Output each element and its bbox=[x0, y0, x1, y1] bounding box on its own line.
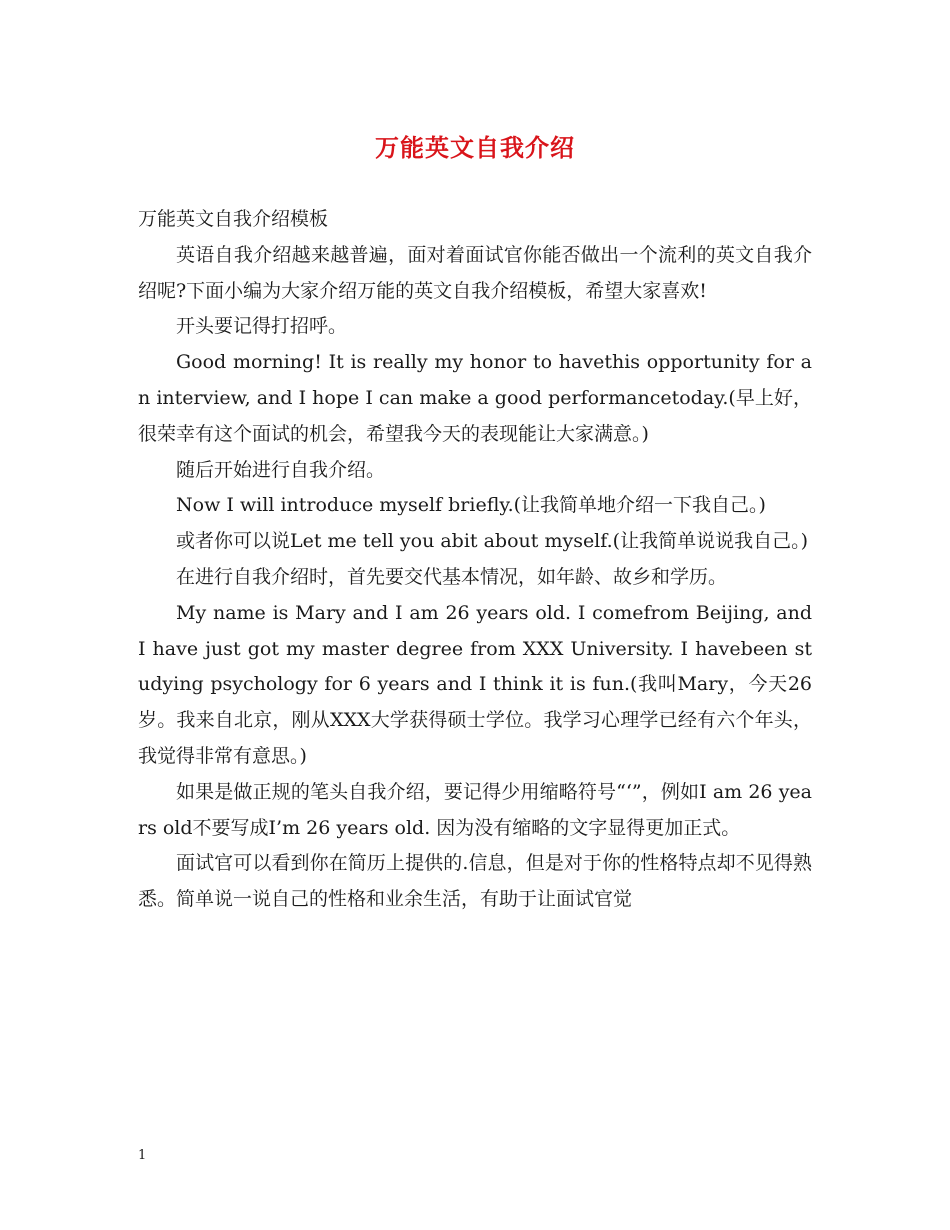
paragraph-5: 随后开始进行自我介绍。 bbox=[176, 458, 386, 481]
paragraph-9: My name is Mary and I am 26 years old. I comefrom Beijing, and I have just got my master degree from XXX University. I havebeen studying psychology for 6 years and I think it is fun.(我叫Mary，今天26岁。我来自北京，刚从XXX大学获得硕士学位。我学习心理学已经有六个年头，我觉得非常有意思。) bbox=[138, 601, 812, 767]
paragraph-7: 或者你可以说Let me tell you abit about myself.(让我简单说说我自己。) bbox=[176, 530, 808, 553]
paragraph-8: 在进行自我介绍时，首先要交代基本情况，如年龄、故乡和学历。 bbox=[176, 565, 728, 588]
paragraph-4: Good morning! It is really my honor to havethis opportunity for an interview, and I hope I can make a good performancetoday.(早上好，很荣幸有这个面试的机会，希望我今天的表现能让大家满意。) bbox=[138, 351, 812, 445]
page-number: 1 bbox=[138, 1148, 147, 1163]
paragraph-3: 开头要记得打招呼。 bbox=[176, 315, 348, 338]
paragraph-6: Now I will introduce myself briefly.(让我简单地介绍一下我自己。) bbox=[176, 494, 766, 517]
document-title: 万能英文自我介绍 bbox=[375, 133, 575, 162]
document-body bbox=[138, 202, 812, 918]
paragraph-10: 如果是做正规的笔头自我介绍，要记得少用缩略符号“‘”，例如I am 26 years old不要写成I’m 26 years old. 因为没有缩略的文字显得更加正式。 bbox=[138, 780, 812, 839]
paragraph-1: 万能英文自我介绍模板 bbox=[138, 208, 329, 230]
paragraph-2: 英语自我介绍越来越普遍，面对着面试官你能否做出一个流利的英文自我介绍呢?下面小编为大家介绍万能的英文自我介绍模板，希望大家喜欢! bbox=[138, 243, 812, 302]
paragraph-11: 面试官可以看到你在简历上提供的.信息，但是对于你的性格特点却不见得熟悉。简单说一说自己的性格和业余生活，有助于让面试官觉 bbox=[138, 852, 812, 911]
